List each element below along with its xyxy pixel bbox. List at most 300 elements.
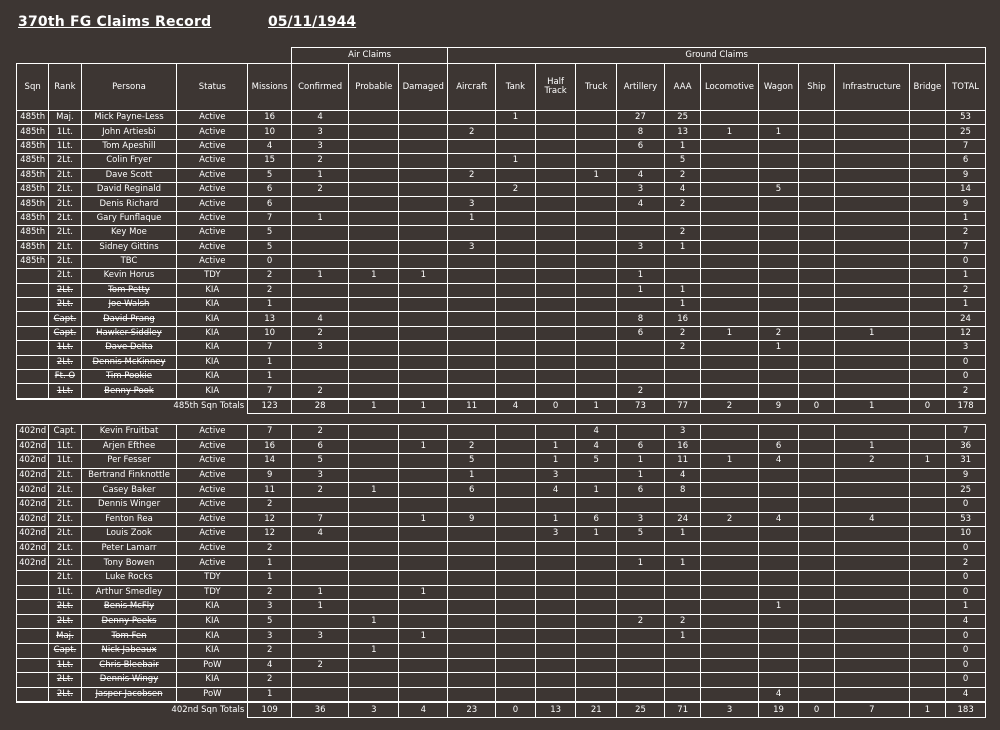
cell-sqn: 402nd: [17, 439, 49, 454]
cell-status: Active: [177, 111, 248, 125]
cell-missions: 3: [248, 629, 292, 644]
total-truck: 1: [576, 399, 617, 414]
cell-missions: 6: [248, 182, 292, 196]
cell-tank: [496, 629, 536, 644]
table-row: [17, 527, 986, 542]
total-infra: 7: [834, 702, 909, 717]
cell-name: Jasper Jacobsen: [81, 687, 177, 702]
cell-status: KIA: [177, 673, 248, 688]
col-header-sqn: Sqn: [17, 64, 49, 111]
cell-confirmed: [292, 673, 349, 688]
cell-bridge: [909, 687, 945, 702]
cell-halftrack: [535, 600, 576, 615]
cell-loco: [701, 298, 758, 312]
cell-probable: [349, 454, 399, 469]
cell-artillery: 3: [617, 512, 665, 527]
cell-bridge: [909, 269, 945, 283]
cell-halftrack: [535, 154, 576, 168]
squadron-402nd-rows: [17, 425, 986, 718]
cell-loco: [701, 384, 758, 399]
cell-tank: [496, 439, 536, 454]
cell-sqn: [17, 326, 49, 340]
cell-tank: [496, 197, 536, 211]
cell-sqn: 485th: [17, 197, 49, 211]
cell-tank: [496, 355, 536, 369]
cell-halftrack: [535, 643, 576, 658]
cell-infra: [834, 226, 909, 240]
cell-probable: [349, 283, 399, 297]
total-wagon: 9: [758, 399, 799, 414]
cell-name: Peter Lamarr: [81, 541, 177, 556]
cell-damaged: [399, 326, 448, 340]
cell-rank: 1Lt.: [49, 384, 81, 399]
cell-wagon: 1: [758, 341, 799, 355]
cell-infra: [834, 497, 909, 512]
cell-artillery: 6: [617, 483, 665, 498]
cell-wagon: [758, 468, 799, 483]
cell-ship: [799, 370, 834, 384]
cell-aaa: 1: [664, 298, 700, 312]
table-row: [17, 139, 986, 153]
cell-wagon: 4: [758, 687, 799, 702]
cell-rank: Maj.: [49, 629, 81, 644]
cell-aircraft: [448, 370, 496, 384]
cell-status: TDY: [177, 585, 248, 600]
cell-name: Tom Fen: [81, 629, 177, 644]
cell-halftrack: [535, 570, 576, 585]
cell-artillery: 1: [617, 468, 665, 483]
cell-total: 9: [946, 197, 986, 211]
cell-bridge: [909, 497, 945, 512]
squadron-485th-rows: [17, 111, 986, 414]
cell-rank: 2Lt.: [49, 197, 81, 211]
cell-halftrack: [535, 384, 576, 399]
cell-loco: [701, 226, 758, 240]
cell-total: 9: [946, 468, 986, 483]
claims-table-485th: [16, 47, 986, 414]
cell-status: KIA: [177, 643, 248, 658]
cell-infra: [834, 211, 909, 225]
cell-loco: [701, 585, 758, 600]
cell-name: Denis Richard: [81, 197, 177, 211]
cell-status: Active: [177, 483, 248, 498]
col-header-damaged: Damaged: [399, 64, 448, 111]
cell-missions: 5: [248, 614, 292, 629]
cell-sqn: 485th: [17, 182, 49, 196]
cell-name: Luke Rocks: [81, 570, 177, 585]
cell-halftrack: [535, 298, 576, 312]
cell-sqn: 402nd: [17, 512, 49, 527]
cell-truck: [576, 125, 617, 139]
cell-probable: [349, 312, 399, 326]
cell-infra: [834, 298, 909, 312]
cell-halftrack: [535, 556, 576, 571]
cell-aircraft: [448, 541, 496, 556]
cell-wagon: [758, 211, 799, 225]
cell-damaged: [399, 425, 448, 440]
cell-damaged: [399, 168, 448, 182]
cell-rank: Maj.: [49, 111, 81, 125]
cell-sqn: 485th: [17, 240, 49, 254]
cell-wagon: [758, 425, 799, 440]
cell-artillery: 2: [617, 384, 665, 399]
cell-ship: [799, 600, 834, 615]
cell-damaged: [399, 211, 448, 225]
cell-sqn: [17, 384, 49, 399]
cell-status: Active: [177, 468, 248, 483]
cell-aaa: 2: [664, 168, 700, 182]
cell-truck: [576, 139, 617, 153]
cell-infra: [834, 585, 909, 600]
cell-status: Active: [177, 182, 248, 196]
cell-ship: [799, 125, 834, 139]
cell-halftrack: [535, 182, 576, 196]
cell-missions: 1: [248, 298, 292, 312]
cell-halftrack: 1: [535, 454, 576, 469]
cell-halftrack: [535, 240, 576, 254]
cell-bridge: [909, 240, 945, 254]
cell-name: Benny Pook: [81, 384, 177, 399]
cell-status: Active: [177, 226, 248, 240]
cell-ship: [799, 673, 834, 688]
cell-tank: [496, 283, 536, 297]
cell-sqn: 402nd: [17, 527, 49, 542]
cell-confirmed: [292, 643, 349, 658]
cell-sqn: 402nd: [17, 454, 49, 469]
cell-wagon: [758, 269, 799, 283]
cell-sqn: [17, 687, 49, 702]
cell-loco: [701, 556, 758, 571]
cell-sqn: [17, 298, 49, 312]
cell-sqn: 485th: [17, 168, 49, 182]
cell-tank: [496, 370, 536, 384]
cell-truck: [576, 197, 617, 211]
cell-artillery: [617, 643, 665, 658]
cell-rank: 2Lt.: [49, 541, 81, 556]
table-row: [17, 585, 986, 600]
cell-status: PoW: [177, 658, 248, 673]
cell-wagon: [758, 556, 799, 571]
cell-aircraft: 9: [448, 512, 496, 527]
cell-status: KIA: [177, 614, 248, 629]
cell-aircraft: 2: [448, 439, 496, 454]
cell-artillery: [617, 658, 665, 673]
cell-aircraft: [448, 312, 496, 326]
cell-ship: [799, 483, 834, 498]
table-row: [17, 182, 986, 196]
cell-bridge: [909, 341, 945, 355]
cell-halftrack: [535, 326, 576, 340]
cell-name: Benis McFly: [81, 600, 177, 615]
cell-loco: [701, 269, 758, 283]
cell-total: 0: [946, 370, 986, 384]
cell-halftrack: 1: [535, 512, 576, 527]
cell-probable: [349, 254, 399, 268]
cell-loco: [701, 527, 758, 542]
cell-aircraft: [448, 111, 496, 125]
cell-confirmed: 2: [292, 326, 349, 340]
cell-truck: [576, 468, 617, 483]
cell-sqn: 402nd: [17, 483, 49, 498]
cell-infra: [834, 673, 909, 688]
cell-missions: 10: [248, 326, 292, 340]
cell-ship: [799, 439, 834, 454]
cell-aaa: 11: [664, 454, 700, 469]
cell-damaged: [399, 556, 448, 571]
cell-aaa: 1: [664, 556, 700, 571]
col-header-aircraft: Aircraft: [448, 64, 496, 111]
table-row: [17, 439, 986, 454]
col-header-confirmed: Confirmed: [292, 64, 349, 111]
cell-name: Chris Bleebair: [81, 658, 177, 673]
cell-halftrack: [535, 658, 576, 673]
cell-damaged: [399, 139, 448, 153]
cell-damaged: [399, 614, 448, 629]
col-header-probable: Probable: [349, 64, 399, 111]
cell-total: 31: [946, 454, 986, 469]
cell-artillery: 8: [617, 125, 665, 139]
cell-status: Active: [177, 240, 248, 254]
page-title: 370th FG Claims Record: [18, 14, 212, 30]
cell-truck: [576, 687, 617, 702]
cell-tank: [496, 298, 536, 312]
cell-halftrack: [535, 254, 576, 268]
col-header-total: TOTAL: [946, 64, 986, 111]
cell-confirmed: 2: [292, 154, 349, 168]
cell-bridge: [909, 182, 945, 196]
cell-confirmed: 3: [292, 629, 349, 644]
cell-artillery: [617, 570, 665, 585]
cell-aaa: [664, 384, 700, 399]
cell-missions: 15: [248, 154, 292, 168]
cell-aircraft: [448, 139, 496, 153]
cell-missions: 4: [248, 658, 292, 673]
cell-confirmed: [292, 298, 349, 312]
cell-aaa: 2: [664, 614, 700, 629]
cell-rank: 1Lt.: [49, 658, 81, 673]
cell-wagon: [758, 154, 799, 168]
cell-ship: [799, 254, 834, 268]
cell-infra: [834, 384, 909, 399]
col-header-rank: Rank: [49, 64, 81, 111]
cell-aaa: [664, 541, 700, 556]
cell-infra: [834, 125, 909, 139]
table-row: [17, 312, 986, 326]
col-header-half-track: Half Track: [535, 64, 576, 111]
cell-probable: [349, 211, 399, 225]
cell-bridge: [909, 468, 945, 483]
cell-artillery: 27: [617, 111, 665, 125]
cell-probable: [349, 585, 399, 600]
cell-confirmed: [292, 687, 349, 702]
cell-aircraft: [448, 154, 496, 168]
cell-infra: [834, 312, 909, 326]
table-row: [17, 283, 986, 297]
cell-aircraft: [448, 298, 496, 312]
cell-loco: [701, 643, 758, 658]
cell-rank: Ft. O: [49, 370, 81, 384]
cell-sqn: [17, 355, 49, 369]
cell-damaged: [399, 454, 448, 469]
cell-truck: [576, 182, 617, 196]
table-row: [17, 384, 986, 399]
cell-artillery: 3: [617, 240, 665, 254]
cell-loco: 1: [701, 454, 758, 469]
cell-rank: 1Lt.: [49, 139, 81, 153]
table-row: [17, 629, 986, 644]
table-row: [17, 197, 986, 211]
cell-ship: [799, 154, 834, 168]
cell-missions: 2: [248, 541, 292, 556]
cell-wagon: [758, 240, 799, 254]
cell-aircraft: [448, 556, 496, 571]
cell-aaa: 2: [664, 326, 700, 340]
cell-wagon: [758, 197, 799, 211]
cell-aaa: [664, 269, 700, 283]
cell-ship: [799, 197, 834, 211]
cell-aaa: 3: [664, 425, 700, 440]
cell-aaa: 1: [664, 283, 700, 297]
cell-bridge: [909, 326, 945, 340]
cell-probable: [349, 497, 399, 512]
cell-infra: [834, 629, 909, 644]
cell-aircraft: [448, 687, 496, 702]
cell-damaged: [399, 483, 448, 498]
cell-total: 6: [946, 154, 986, 168]
cell-rank: 2Lt.: [49, 673, 81, 688]
cell-status: Active: [177, 454, 248, 469]
cell-wagon: [758, 298, 799, 312]
cell-missions: 5: [248, 168, 292, 182]
total-tank: 0: [496, 702, 536, 717]
cell-confirmed: [292, 370, 349, 384]
cell-aaa: 1: [664, 629, 700, 644]
cell-bridge: [909, 370, 945, 384]
cell-confirmed: [292, 541, 349, 556]
cell-truck: [576, 240, 617, 254]
cell-artillery: [617, 425, 665, 440]
cell-truck: [576, 643, 617, 658]
cell-sqn: [17, 643, 49, 658]
cell-confirmed: 5: [292, 454, 349, 469]
cell-tank: [496, 125, 536, 139]
cell-loco: [701, 139, 758, 153]
cell-probable: [349, 370, 399, 384]
cell-infra: 1: [834, 439, 909, 454]
cell-infra: [834, 483, 909, 498]
cell-halftrack: [535, 370, 576, 384]
col-header-persona: Persona: [81, 64, 177, 111]
total-missions: 123: [248, 399, 292, 414]
cell-artillery: 5: [617, 527, 665, 542]
cell-truck: [576, 600, 617, 615]
cell-confirmed: [292, 197, 349, 211]
cell-rank: 2Lt.: [49, 211, 81, 225]
cell-bridge: [909, 541, 945, 556]
cell-confirmed: 6: [292, 439, 349, 454]
cell-aircraft: [448, 527, 496, 542]
cell-damaged: [399, 497, 448, 512]
cell-confirmed: 7: [292, 512, 349, 527]
cell-status: Active: [177, 254, 248, 268]
cell-damaged: [399, 111, 448, 125]
table-row: [17, 168, 986, 182]
cell-truck: [576, 614, 617, 629]
cell-infra: [834, 240, 909, 254]
cell-rank: 2Lt.: [49, 168, 81, 182]
cell-missions: 1: [248, 687, 292, 702]
cell-sqn: [17, 658, 49, 673]
cell-sqn: [17, 341, 49, 355]
cell-status: Active: [177, 541, 248, 556]
cell-tank: [496, 527, 536, 542]
cell-loco: [701, 614, 758, 629]
total-infra: 1: [834, 399, 909, 414]
cell-confirmed: [292, 556, 349, 571]
cell-wagon: 1: [758, 600, 799, 615]
cell-bridge: [909, 439, 945, 454]
cell-loco: 1: [701, 125, 758, 139]
cell-damaged: 1: [399, 512, 448, 527]
cell-probable: [349, 139, 399, 153]
cell-artillery: 2: [617, 614, 665, 629]
cell-loco: [701, 312, 758, 326]
cell-ship: [799, 468, 834, 483]
col-header-truck: Truck: [576, 64, 617, 111]
cell-truck: [576, 370, 617, 384]
cell-probable: [349, 527, 399, 542]
cell-ship: [799, 570, 834, 585]
cell-halftrack: 1: [535, 439, 576, 454]
cell-infra: [834, 527, 909, 542]
total-confirmed: 36: [292, 702, 349, 717]
cell-rank: 2Lt.: [49, 269, 81, 283]
cell-ship: [799, 556, 834, 571]
cell-truck: 4: [576, 439, 617, 454]
cell-loco: [701, 341, 758, 355]
cell-sqn: 485th: [17, 154, 49, 168]
cell-damaged: 1: [399, 269, 448, 283]
cell-total: 10: [946, 527, 986, 542]
table-row: [17, 658, 986, 673]
cell-status: Active: [177, 527, 248, 542]
cell-rank: Capt.: [49, 312, 81, 326]
cell-missions: 2: [248, 497, 292, 512]
total-aaa: 77: [664, 399, 700, 414]
table-row: [17, 254, 986, 268]
cell-tank: [496, 468, 536, 483]
cell-aircraft: [448, 570, 496, 585]
cell-rank: 1Lt.: [49, 439, 81, 454]
cell-name: Dave Delta: [81, 341, 177, 355]
cell-aircraft: [448, 341, 496, 355]
cell-probable: [349, 226, 399, 240]
cell-bridge: [909, 673, 945, 688]
table-row: [17, 454, 986, 469]
cell-ship: [799, 168, 834, 182]
cell-aaa: [664, 370, 700, 384]
cell-artillery: 6: [617, 439, 665, 454]
cell-aircraft: [448, 585, 496, 600]
cell-halftrack: [535, 614, 576, 629]
cell-ship: [799, 226, 834, 240]
cell-truck: 5: [576, 454, 617, 469]
cell-name: Per Fesser: [81, 454, 177, 469]
cell-damaged: [399, 527, 448, 542]
cell-loco: [701, 425, 758, 440]
cell-damaged: [399, 370, 448, 384]
cell-status: KIA: [177, 326, 248, 340]
